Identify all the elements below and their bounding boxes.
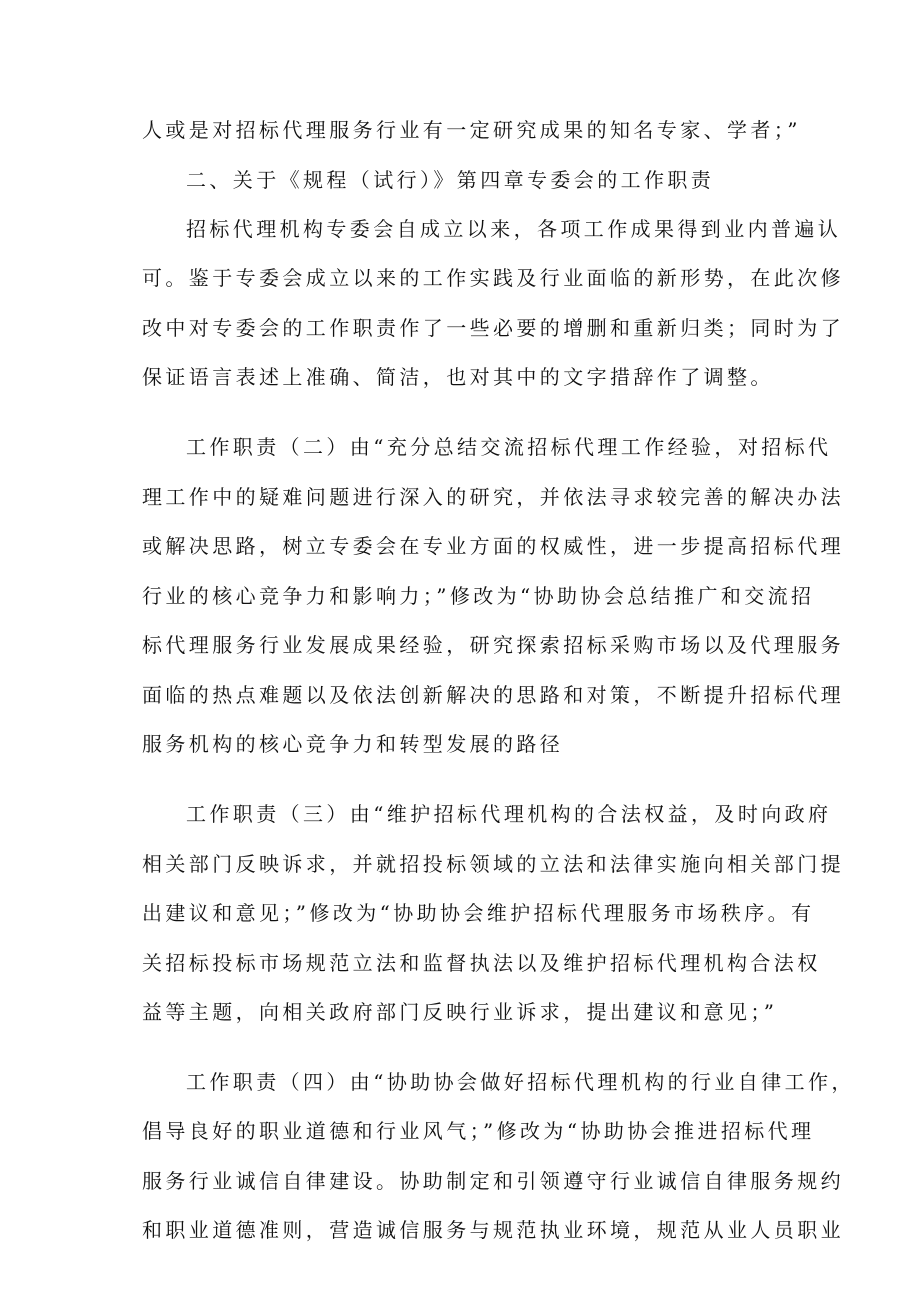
text-line: 倡导良好的职业道德和行业风气；”修改为“协助协会推进招标代理 bbox=[142, 1119, 815, 1143]
text-line: 相关部门反映诉求，并就招投标领域的立法和法律实施向相关部门提 bbox=[142, 852, 844, 876]
text-line: 服务行业诚信自律建设。协助制定和引领遵守行业诚信自律服务规约 bbox=[142, 1169, 844, 1193]
text-line: 招标代理机构专委会自成立以来，各项工作成果得到业内普遍认 bbox=[186, 217, 842, 241]
text-line: 工作职责（四）由“协助协会做好招标代理机构的行业自律工作， bbox=[186, 1070, 855, 1094]
text-line: 工作职责（二）由“充分总结交流招标代理工作经验，对招标代 bbox=[186, 435, 832, 459]
text-line: 服务机构的核心竞争力和转型发展的路径 bbox=[142, 732, 564, 756]
text-line: 行业的核心竞争力和影响力；”修改为“协助协会总结推广和交流招 bbox=[142, 584, 815, 608]
text-line: 工作职责（三）由“维护招标代理机构的合法权益，及时向政府 bbox=[186, 802, 832, 826]
text-line: 或解决思路，树立专委会在专业方面的权威性，进一步提高招标代理 bbox=[142, 534, 844, 558]
text-line: 可。鉴于专委会成立以来的工作实践及行业面临的新形势，在此次修 bbox=[142, 266, 844, 290]
text-line: 人或是对招标代理服务行业有一定研究成果的知名专家、学者；” bbox=[142, 118, 801, 142]
text-line: 益等主题，向相关政府部门反映行业诉求，提出建议和意见；” bbox=[142, 1000, 778, 1024]
text-line: 保证语言表述上准确、简洁，也对其中的文字措辞作了调整。 bbox=[142, 365, 774, 389]
text-line: 理工作中的疑难问题进行深入的研究，并依法寻求较完善的解决办法 bbox=[142, 485, 844, 509]
section-heading: 二、关于《规程（试行）》第四章专委会的工作职责 bbox=[186, 168, 715, 192]
text-line: 出建议和意见；”修改为“协助协会维护招标代理服务市场秩序。有 bbox=[142, 901, 815, 925]
text-line: 标代理服务行业发展成果经验，研究探索招标采购市场以及代理服务 bbox=[142, 633, 844, 657]
text-line: 改中对专委会的工作职责作了一些必要的增删和重新归类；同时为了 bbox=[142, 316, 844, 340]
text-line: 关招标投标市场规范立法和监督执法以及维护招标代理机构合法权 bbox=[142, 951, 821, 975]
text-line: 和职业道德准则，营造诚信服务与规范执业环境，规范从业人员职业 bbox=[142, 1218, 844, 1242]
text-line: 面临的热点难题以及依法创新解决的思路和对策，不断提升招标代理 bbox=[142, 683, 844, 707]
